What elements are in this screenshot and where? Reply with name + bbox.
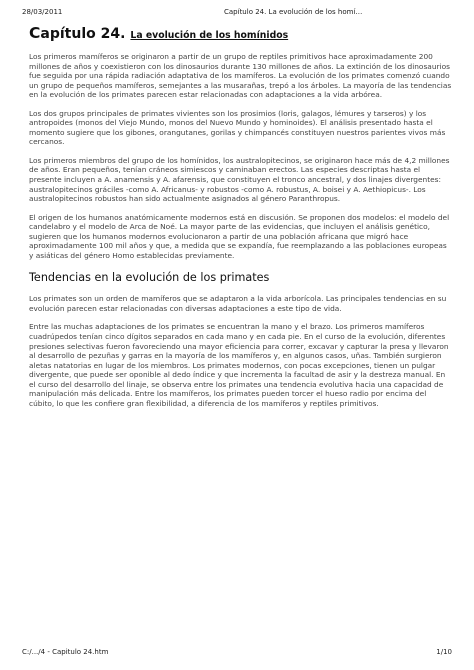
paragraph-hand-and-arm: Entre las muchas adaptaciones de los primates se encuentran la mano y el brazo. Los primeros mamíferos cuadrúpedos tenían cinco dígitos separados en cada mano y en cada pie. En el curso de la evolución, diferentes presiones selectivas fueron favoreciendo una mayor eficiencia para correr, excavar y capturar la presa y llevaron al desarrollo de pezuñas y garras en la mayoría de los mamíferos y, en algunos casos, uñas. También surgieron aletas natatorias en lugar de los miembros. Los primates modernos, con pocas excepciones, tienen un pulgar divergente, que puede ser oponible al dedo índice y que incrementa la facultad de asir y la destreza manual. En el curso del desarrollo del linaje, se observa entre los primates una tendencia evolutiva hacia una capacidad de manipulación más delicada. Entre los mamíferos, los primates pueden torcer el hueso radio por encima del cúbito, lo que les confiere gran flexibilidad, a diferencia de los mamíferos y reptiles primitivos. [29, 322, 449, 408]
paragraph-arboreal-life: Los primates son un orden de mamíferos que se adaptaron a la vida arborícola. Las principales tendencias en su evolución parecen estar relacionadas con diversas adaptaciones a este tipo de vida. [29, 294, 447, 313]
paragraph-modern-humans: El origen de los humanos anatómicamente modernos está en discusión. Se proponen dos modelos: el modelo del candelabro y el modelo de Arca de Noé. La mayor parte de las evidencias, que incluyen el análisis genético, sugieren que los humanos modernos evolucionaron a partir de una población africana que migró hace aproximadamente 100 mil años y que, a medida que se expandía, fue reemplazando a las poblaciones europeas y asiáticas del género Homo establecidas previamente. [29, 212, 450, 260]
chapter-name: La evolución de los homínidos [130, 30, 289, 41]
paragraph-mammals-origin: Los primeros mamíferos se originaron a partir de un grupo de reptiles primitivos hace aproximadamente 200 millones de años y coexistieron con los dinosaurios durante 130 millones de años. La extinción de los dinosaurios fue seguida por una rápida radiación adaptativa de los mamíferos. La evolución de los primates comenzó cuando un grupo de pequeños mamíferos, semejantes a las musarañas, trepó a los árboles. La mayoría de las tendencias en la evolución de los primates parecen estar relacionadas con adaptaciones a la vida arbórea. [29, 52, 452, 100]
chapter-prefix: apítulo 24. [40, 26, 126, 42]
paragraph-australopithecines: Los primeros miembros del grupo de los homínidos, los australopitecinos, se originaron hace más de 4,2 millones de años. Eran pequeños, tenían cráneos simiescos y caminaban erectos. Las especies descriptas hasta el presente incluyen a A. anamensis y A. afarensis, que constituyen el tronco ancestral, y dos linajes divergentes: australopitecinos gráciles -como A. Africanus- y robustos -como A. robustus, A. boisei y A. Aethiopicus-. Los australopitecinos robustos han sido actualmente asignados al género Paranthropus. [29, 155, 450, 204]
page-footer [0, 648, 474, 660]
page-header [0, 8, 474, 20]
page-number: 1/10 [436, 648, 452, 656]
chapter-title [29, 24, 453, 42]
page-content [29, 24, 453, 408]
paragraph-primate-groups: Los dos grupos principales de primates vivientes son los prosimios (loris, galagos, lémures y tarseros) y los antropoides (monos del Viejo Mundo, monos del Nuevo Mundo y hominoides). El análisis presentado hasta el momento sugiere que los gibones, orangutanes, gorilas y chimpancés constituyen nuestros parientes vivos más cercanos. [29, 108, 446, 147]
document-title: Capítulo 24. La evolución de los homí… [224, 8, 363, 16]
print-date: 28/03/2011 [22, 8, 63, 16]
file-path: C:/.../4 - Capitulo 24.htm [22, 648, 109, 656]
chapter-prefix-initial: C [29, 24, 41, 42]
section-heading: Tendencias en la evolución de los primates [29, 271, 270, 285]
